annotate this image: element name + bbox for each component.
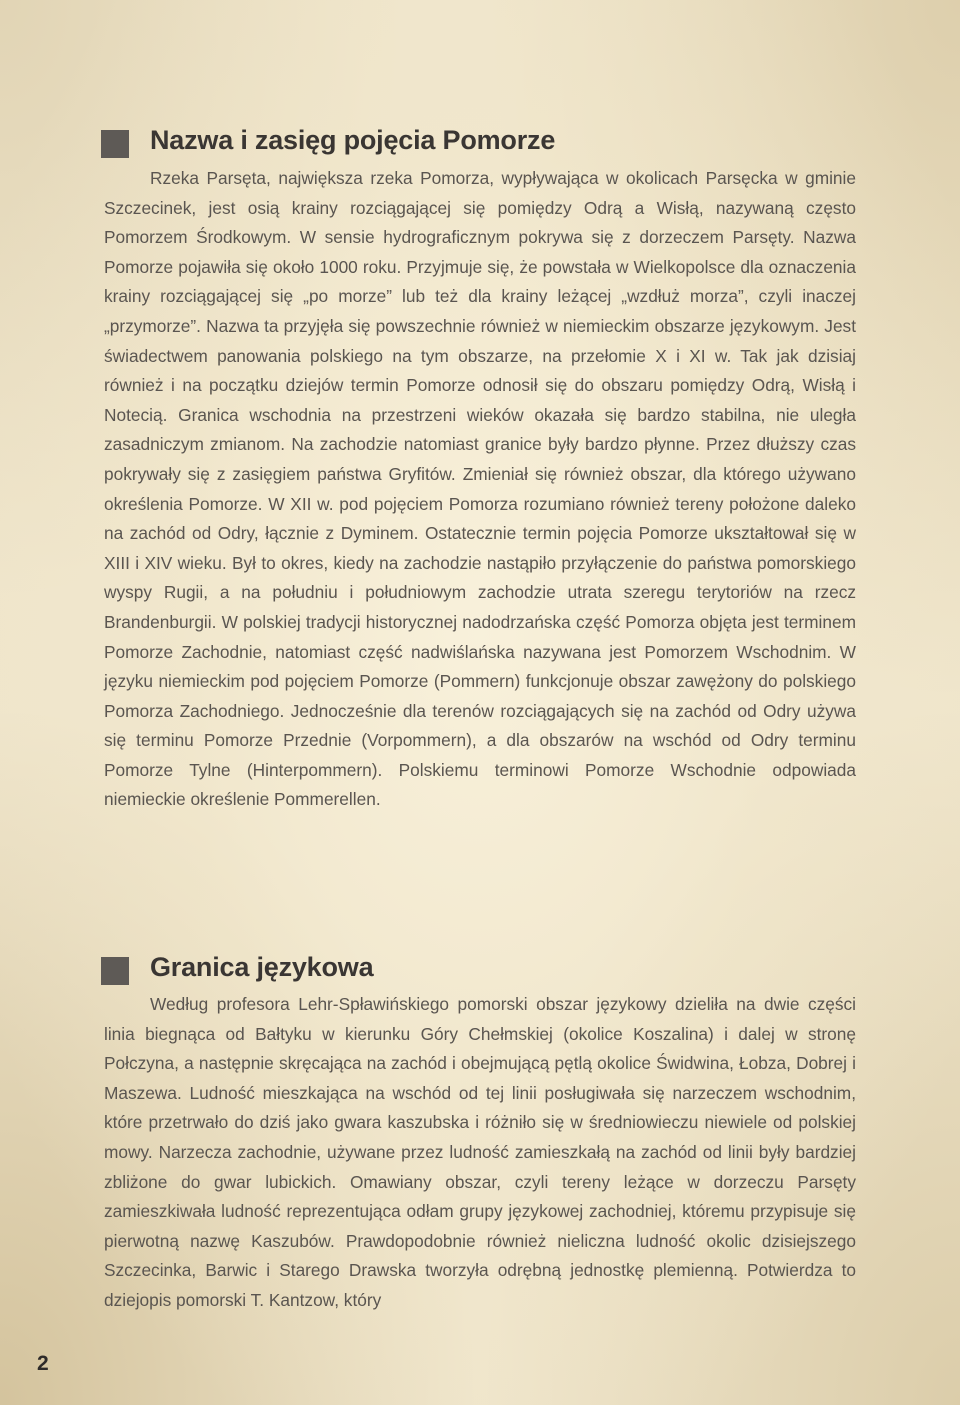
section-nazwa-i-zasieg	[104, 125, 856, 815]
page-number: 2	[37, 1352, 49, 1375]
section-granica-jezykowa	[104, 954, 856, 1316]
section-body-text: Według profesora Lehr-Spławińskiego pomorski obszar językowy dzieliła na dwie części linia biegnąca od Bałtyku w kierunku Góry Chełmskiej (okolice Koszalina) i dalej w stronę Połczyna, a następnie skręcająca na zachód i obejmującą pętlą okolice Świdwina, Łobza, Dobrej i Maszewa. Ludność mieszkająca na wschód od tej linii posługiwała się narzeczem wschodnim, które przetrwało do dziś jako gwara kaszubska i różniło się w średniowieczu niewiele od polskiej mowy. Narzecza zachodnie, używane przez ludność zamieszkałą na zachód od linii były bardziej zbliżone do gwar lubickich. Omawiany obszar, czyli tereny leżące w dorzeczu Parsęty zamieszkiwała ludność reprezentująca odłam grupy językowej zachodniej, któremu przypisuje się pierwotną nazwę Kaszubów. Prawdopodobnie również nieliczna ludność okolic dzisiejszego Szczecinka, Barwic i Starego Drawska tworzyła odrębną jednostkę plemienną. Potwierdza to dziejopis pomorski T. Kantzow, który	[104, 994, 856, 1310]
section-heading: Nazwa i zasięg pojęcia Pomorze	[150, 125, 556, 155]
section-heading-row	[104, 954, 856, 994]
section-heading: Granica językowa	[150, 952, 374, 982]
section-body-text: Rzeka Parsęta, największa rzeka Pomorza, wypływająca w okolicach Parsęcka w gminie Szczecinek, jest osią krainy rozciągającej się pomiędzy Odrą a Wisłą, nazywaną często Pomorzem Środkowym. W sensie hydrograficznym pokrywa się z dorzeczem Parsęty. Nazwa Pomorze pojawiła się około 1000 roku. Przyjmuje się, że powstała w Wielkopolsce dla oznaczenia krainy rozciągającej się „po morze” lub też dla krainy leżącej „wzdłuż morza”, czyli inaczej „przymorze”. Nazwa ta przyjęła się powszechnie również w niemieckim obszarze językowym. Jest świadectwem panowania polskiego na tym obszarze, na przełomie X i XI w. Tak jak dzisiaj również i na początku dziejów termin Pomorze odnosił się do obszaru pomiędzy Odrą, Wisłą i Notecią. Granica wschodnia na przestrzeni wieków okazała się bardzo stabilna, nie uległa zasadniczym zmianom. Na zachodzie natomiast granice były bardzo płynne. Przez dłuższy czas pokrywały się z zasięgiem państwa Gryfitów. Zmieniał się również obszar, dla którego używano określenia Pomorze. W XII w. pod pojęciem Pomorza rozumiano również tereny położone daleko na zachód od Odry, łącznie z Dyminem. Ostatecznie termin pojęcia Pomorze ukształtował się w XIII i XIV wieku. Był to okres, kiedy na zachodzie nastąpiło przyłączenie do państwa pomorskiego wyspy Rugii, a na południu i południowym zachodzie utrata szeregu terytoriów na rzecz Brandenburgii. W polskiej tradycji historycznej nadodrzańska część Pomorza objęta jest terminem Pomorze Zachodnie, natomiast część nadwiślańska nazywana jest Pomorzem Wschodnim. W języku niemieckim pod pojęciem Pomorze (Pommern) funkcjonuje obszar zawężony do polskiego Pomorza Zachodniego. Jednocześnie dla terenów rozciągających się na zachód od Odry używa się terminu Pomorze Przednie (Vorpommern), a dla obszarów na wschód od Odry terminu Pomorze Tylne (Hinterpommern). Polskiemu terminowi Pomorze Wschodnie odpowiada niemieckie określenie Pommerellen.	[104, 168, 856, 810]
square-bullet-icon	[101, 957, 129, 985]
section-heading-row	[104, 125, 856, 168]
square-bullet-icon	[101, 130, 129, 158]
